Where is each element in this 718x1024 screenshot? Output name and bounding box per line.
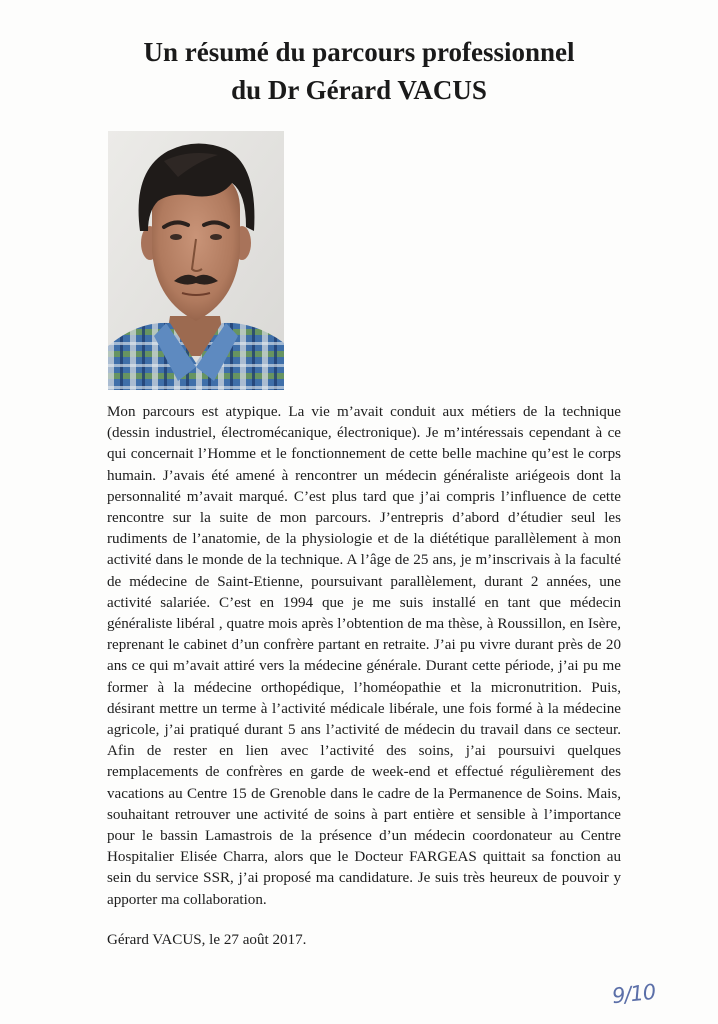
biography-paragraph: Mon parcours est atypique. La vie m’avait conduit aux métiers de la technique (dessin industriel, électromécanique, électronique). Je m’intéressais cependant à ce qui concernait l’Homme et le fonctionnement de cette belle machine qu’est le corps humain. J’avais été amené à rencontrer un médecin généraliste ariégeois dont la personnalité m’avait marqué. C’est plus tard que j’ai compris l’influence de cette rencontre sur la suite de mon parcours. J’entrepris d’abord d’étudier seul les rudiments de l’anatomie, de la physiologie et de la diététique parallèlement à mon activité dans le monde de la technique. A l’âge de 25 ans, je m’inscrivais à la faculté de médecine de Saint-Etienne, poursuivant parallèlement, durant 2 années, une activité salariée. C’est en 1994 que je me suis installé en tant que médecin généraliste libéral , quatre mois après l’obtention de ma thèse, à Roussillon, en Isère, reprenant le cabinet d’un confrère partant en retraite. J’ai pu vivre durant près de 20 ans ce qui m’avait attiré vers la médecine générale. Durant cette période, j’ai pu me former à la médecine orthopédique, l’homéopathie et la micronutrition. Puis, désirant mettre un terme à l’activité médicale libérale, une fois formé à la médecine agricole, j’ai pratiqué durant 5 ans l’activité de médecin du travail dans ce secteur. Afin de rester en lien avec l’activité des soins, j’ai poursuivi quelques remplacements de confrères en garde de week-end et effectué régulièrement des vacations au Centre 15 de Grenoble dans le cadre de la Permanence de Soins. Mais, souhaitant retrouver une activité de soins à part entière et sensible à l’importance pour le bassin Lamastrois de la présence d’un médecin coordonateur au Centre Hospitalier Elisée Charra, alors que le Docteur FARGEAS quittait sa fonction au sein du service SSR, j’ai proposé ma candidature. Je suis très heureux de pouvoir y apporter ma collaboration. <box>107 404 621 908</box>
handwritten-page-number: 9/10 <box>610 979 657 1009</box>
signature-line: Gérard VACUS, le 27 août 2017. <box>107 932 307 948</box>
title-line-2: du Dr Gérard VACUS <box>231 75 487 105</box>
title-line-1: Un résumé du parcours professionnel <box>143 37 575 67</box>
portrait-photo <box>108 131 284 390</box>
page-title <box>0 33 718 109</box>
